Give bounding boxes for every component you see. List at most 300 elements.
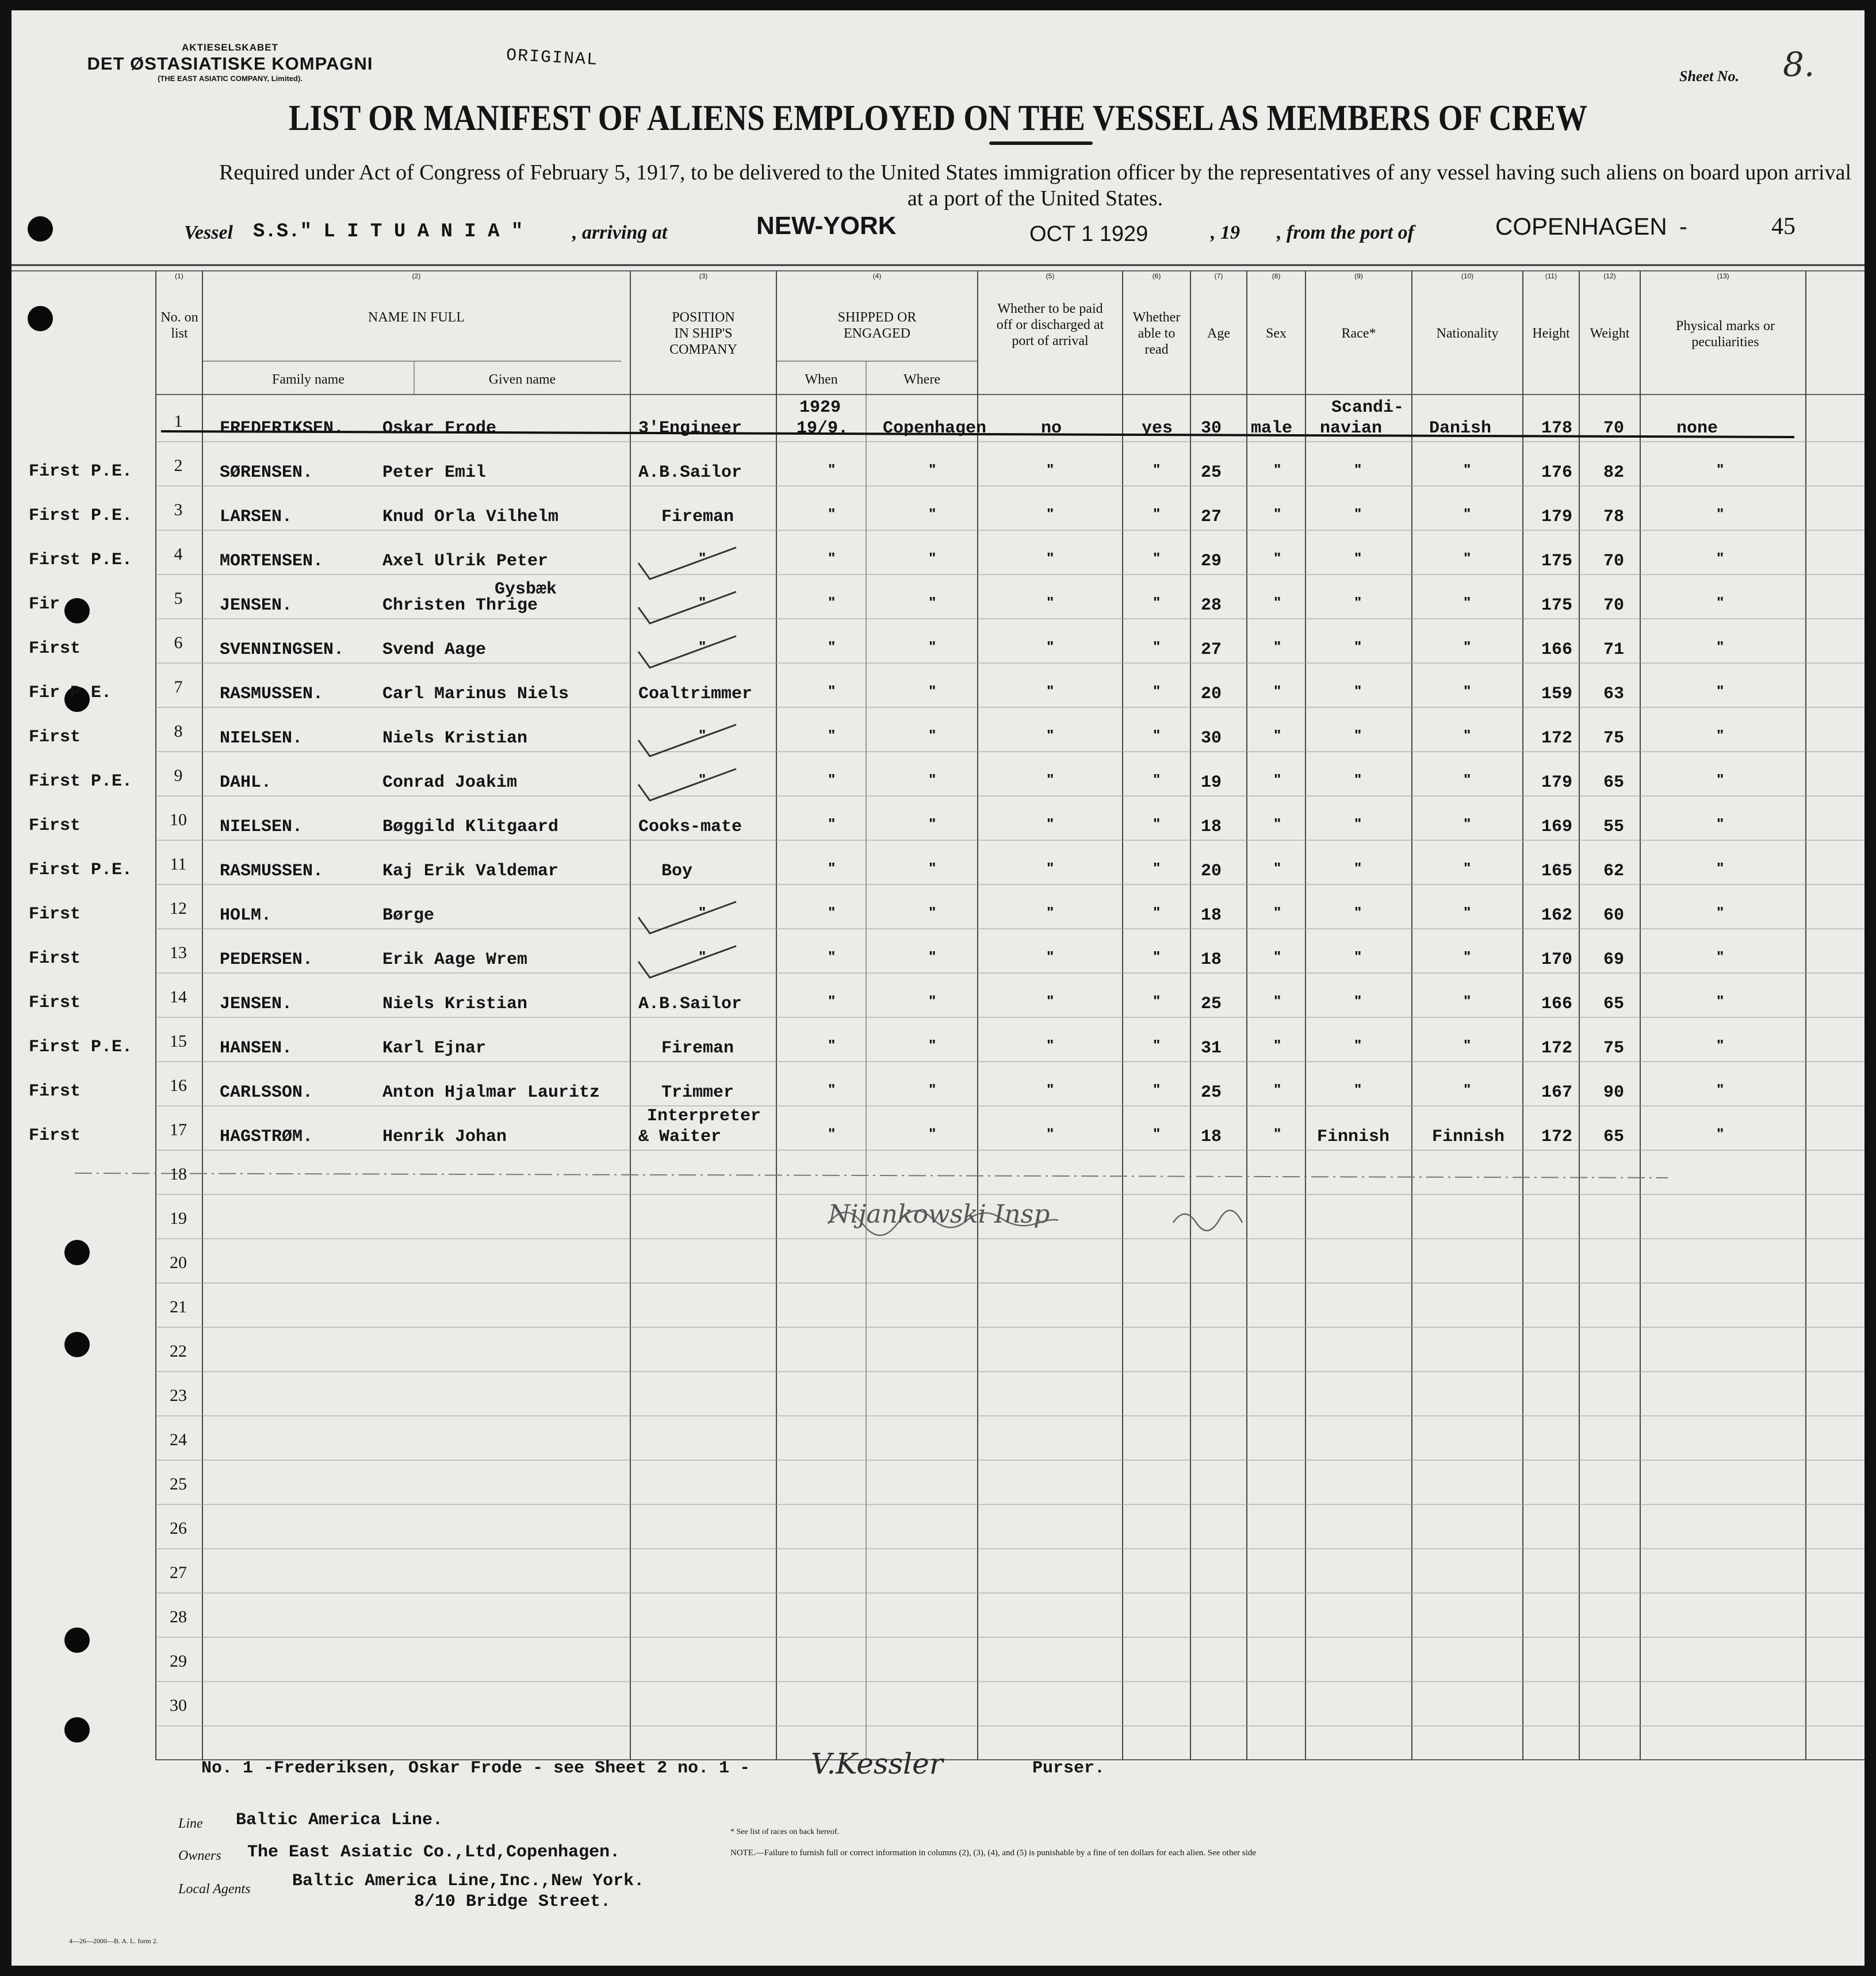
ditto-mark: " (828, 593, 836, 611)
height: 175 (1541, 596, 1573, 615)
family-name: HANSEN. (220, 1039, 293, 1058)
margin-note: First (29, 993, 81, 1013)
ditto-mark: " (1274, 1036, 1281, 1054)
row-number: 11 (170, 855, 187, 874)
header-position: POSITION IN SHIP'S COMPANY (669, 310, 737, 357)
height: 179 (1541, 773, 1573, 792)
height: 176 (1541, 463, 1573, 482)
ditto-mark: " (1717, 638, 1724, 655)
ditto-mark: " (1717, 1125, 1724, 1142)
ditto-mark: " (1153, 903, 1161, 921)
age: 27 (1201, 507, 1222, 527)
ditto-mark: " (699, 771, 706, 788)
margin-note: Fir P.E. (29, 683, 112, 703)
col-number: (10) (1461, 272, 1474, 280)
ditto-mark: " (929, 1036, 936, 1054)
ditto-mark: " (699, 726, 706, 744)
ditto-mark: " (929, 903, 936, 921)
family-name: SVENNINGSEN. (220, 640, 344, 660)
ditto-mark: " (828, 992, 836, 1009)
ditto-mark: " (1047, 815, 1054, 832)
penalty-note: NOTE.—Failure to furnish full or correct information in columns (2), (3), (4), and (5) is punishable by a fine of ten dollars for each alien. See other side (730, 1848, 1256, 1858)
footer-line-value: Baltic America Line. (236, 1810, 443, 1830)
given-name: Peter Emil (382, 463, 487, 482)
ditto-mark: " (1153, 682, 1161, 699)
weight: 65 (1603, 1127, 1625, 1147)
ditto-mark: " (929, 682, 936, 699)
ditto-mark: " (1464, 505, 1471, 522)
ditto-mark: " (1153, 1036, 1161, 1054)
document-title: LIST OR MANIFEST OF ALIENS EMPLOYED ON THE VESSEL AS MEMBERS OF CREW (288, 97, 1588, 138)
ditto-mark: " (1047, 1036, 1054, 1054)
height: 169 (1541, 817, 1573, 837)
ditto-mark: " (1717, 948, 1724, 965)
age: 18 (1201, 817, 1222, 837)
company-subtitle: (THE EAST ASIATIC COMPANY, Limited). (158, 74, 303, 83)
margin-note: First P.E. (29, 462, 133, 481)
header-where: Where (903, 372, 940, 387)
race: navian (1320, 419, 1383, 438)
header-height: Height (1532, 326, 1570, 341)
footer-agents-label: Local Agents (178, 1882, 251, 1897)
from-port-label: , from the port of (1277, 222, 1414, 243)
weight: 75 (1603, 1039, 1625, 1058)
age: 29 (1201, 552, 1222, 571)
col-number: (2) (412, 272, 421, 280)
weight: 90 (1603, 1083, 1625, 1102)
col-number: (5) (1046, 272, 1055, 280)
paid-off: no (1041, 419, 1062, 438)
row-number: 30 (170, 1696, 187, 1715)
company-prefix: AKTIESELSKABET (182, 42, 278, 53)
ditto-mark: " (1153, 638, 1161, 655)
position: 3'Engineer (638, 419, 742, 438)
ditto-mark: " (1153, 461, 1161, 478)
age: 30 (1201, 419, 1222, 438)
row-number: 13 (170, 943, 187, 962)
height: 170 (1541, 950, 1573, 970)
height: 178 (1541, 419, 1573, 438)
weight: 70 (1603, 419, 1625, 438)
ditto-mark: " (1354, 505, 1362, 522)
ditto-mark: " (1354, 815, 1362, 832)
age: 28 (1201, 596, 1222, 615)
ditto-mark: " (929, 948, 936, 965)
ditto-mark: " (828, 638, 836, 655)
page-reference: 45 (1771, 213, 1795, 240)
given-name: Anton Hjalmar Lauritz (382, 1083, 600, 1102)
sheet-number: 8. (1783, 45, 1815, 84)
ditto-mark: " (1047, 859, 1054, 876)
height: 166 (1541, 640, 1573, 660)
ditto-mark: " (1153, 771, 1161, 788)
ditto-mark: " (1717, 992, 1724, 1009)
margin-note: First P.E. (29, 860, 133, 880)
given-name: Karl Ejnar (382, 1039, 487, 1058)
ditto-mark: " (1047, 682, 1054, 699)
requirement-text: Required under Act of Congress of February 5, 1917, to be delivered to the United States immigration officer by the representatives of any vessel having such aliens on board upon arrival at a port of the United States. (219, 160, 1851, 210)
height: 162 (1541, 906, 1573, 925)
original-stamp: ORIGINAL (506, 45, 599, 71)
header-when: When (805, 372, 838, 387)
col-number: (4) (872, 272, 882, 280)
ditto-mark: " (1464, 815, 1471, 832)
family-name: SØRENSEN. (220, 463, 313, 482)
age: 20 (1201, 684, 1222, 704)
col-number: (12) (1603, 272, 1616, 280)
race-note: * See list of races on back hereof. (730, 1828, 839, 1836)
ditto-mark: " (1047, 505, 1054, 522)
weight: 71 (1603, 640, 1625, 660)
col-number: (3) (699, 272, 708, 280)
ditto-mark: " (1153, 726, 1161, 744)
row-number: 25 (170, 1475, 187, 1494)
ditto-mark: " (828, 948, 836, 965)
inspector-signature: Nijankowski Insp (828, 1200, 1050, 1229)
ditto-mark: " (1274, 726, 1281, 744)
ditto-mark: " (828, 461, 836, 478)
margin-note: First P.E. (29, 1037, 133, 1057)
ditto-mark: " (828, 1036, 836, 1054)
row-number: 6 (174, 633, 183, 652)
ditto-mark: " (1274, 682, 1281, 699)
age: 18 (1201, 1127, 1222, 1147)
ditto-mark: " (1354, 771, 1362, 788)
physical-marks: none (1676, 419, 1718, 438)
ditto-mark: " (1274, 638, 1281, 655)
family-name: JENSEN. (220, 994, 293, 1014)
position: Coaltrimmer (638, 684, 753, 704)
nationality: Danish (1429, 419, 1492, 438)
height: 166 (1541, 994, 1573, 1014)
race: Finnish (1317, 1127, 1390, 1147)
family-name: HAGSTRØM. (220, 1127, 313, 1147)
dash: - (1679, 213, 1687, 240)
ditto-mark: " (1274, 1081, 1281, 1098)
weight: 65 (1603, 994, 1625, 1014)
ditto-mark: " (1153, 593, 1161, 611)
header-race: Race* (1341, 326, 1376, 341)
departure-port: COPENHAGEN (1495, 213, 1667, 240)
header-family-name: Family name (272, 372, 344, 387)
footer-agents-value: Baltic America Line,Inc.,New York. (292, 1871, 645, 1891)
ditto-mark: " (929, 505, 936, 522)
ditto-mark: " (828, 726, 836, 744)
row-number: 19 (170, 1209, 187, 1228)
family-name: PEDERSEN. (220, 950, 313, 970)
col-number: (13) (1717, 272, 1729, 280)
margin-note: Fir (29, 595, 60, 614)
header-able-to-read: Whether able to read (1132, 310, 1181, 357)
ditto-mark: " (1047, 948, 1054, 965)
age: 25 (1201, 1083, 1222, 1102)
ditto-mark: " (699, 903, 706, 921)
ditto-mark: " (828, 771, 836, 788)
margin-note: First (29, 727, 81, 747)
given-name: Børge (382, 906, 435, 925)
ditto-mark: " (1464, 771, 1471, 788)
row-number: 15 (170, 1032, 187, 1051)
ditto-mark: " (1274, 1125, 1281, 1142)
height: 165 (1541, 861, 1573, 881)
ditto-mark: " (1717, 815, 1724, 832)
row-number: 27 (170, 1563, 187, 1582)
position: & Waiter (638, 1127, 722, 1147)
age: 18 (1201, 906, 1222, 925)
position: Boy (661, 861, 693, 881)
ditto-mark: " (1354, 948, 1362, 965)
ditto-mark: " (828, 549, 836, 566)
header-sex: Sex (1266, 326, 1287, 341)
given-name: Oskar Frode (382, 419, 497, 438)
height: 175 (1541, 552, 1573, 571)
row-number: 16 (170, 1076, 187, 1095)
ditto-mark: " (1153, 505, 1161, 522)
row-number: 18 (170, 1165, 187, 1184)
family-name: FREDERIKSEN. (220, 419, 344, 438)
height: 167 (1541, 1083, 1573, 1102)
given-name: Niels Kristian (382, 729, 528, 748)
ditto-mark: " (1153, 992, 1161, 1009)
ditto-mark: " (828, 682, 836, 699)
ditto-mark: " (1354, 1081, 1362, 1098)
weight: 63 (1603, 684, 1625, 704)
ditto-mark: " (1153, 948, 1161, 965)
col-number: (11) (1545, 272, 1557, 280)
ditto-mark: " (1354, 549, 1362, 566)
weight: 82 (1603, 463, 1625, 482)
row-number: 1 (174, 412, 183, 431)
ditto-mark: " (1274, 815, 1281, 832)
ditto-mark: " (1153, 859, 1161, 876)
ditto-mark: " (929, 1081, 936, 1098)
header-no-on-list: No. on list (160, 310, 198, 341)
given-name: Bøggild Klitgaard (382, 817, 559, 837)
row-number: 24 (170, 1430, 187, 1449)
weight: 70 (1603, 596, 1625, 615)
ditto-mark: " (1274, 992, 1281, 1009)
ditto-mark: " (1717, 859, 1724, 876)
ditto-mark: " (1717, 549, 1724, 566)
ditto-mark: " (828, 1125, 836, 1142)
weight: 65 (1603, 773, 1625, 792)
ditto-mark: " (1354, 992, 1362, 1009)
given-name: Kaj Erik Valdemar (382, 861, 559, 881)
ditto-mark: " (1274, 771, 1281, 788)
ditto-mark: " (1274, 903, 1281, 921)
ditto-mark: " (1464, 1036, 1471, 1054)
race-line1: Scandi- (1331, 398, 1404, 418)
ditto-mark: " (1274, 859, 1281, 876)
date-stamp: OCT 1 1929 (1029, 222, 1148, 246)
ditto-mark: " (929, 859, 936, 876)
ditto-mark: " (929, 992, 936, 1009)
nationality: Finnish (1432, 1127, 1505, 1147)
height: 172 (1541, 729, 1573, 748)
arriving-label: , arriving at (572, 222, 668, 243)
margin-note: First P.E. (29, 550, 133, 570)
ditto-mark: " (828, 903, 836, 921)
ditto-mark: " (929, 549, 936, 566)
ditto-mark: " (1717, 505, 1724, 522)
col-number: (9) (1354, 272, 1363, 280)
weight: 75 (1603, 729, 1625, 748)
ditto-mark: " (1047, 549, 1054, 566)
weight: 70 (1603, 552, 1625, 571)
ditto-mark: " (1274, 549, 1281, 566)
row-number: 17 (170, 1120, 187, 1139)
margin-note: First (29, 905, 81, 924)
given-name: Knud Orla Vilhelm (382, 507, 559, 527)
footer-owners-label: Owners (178, 1848, 221, 1863)
position: A.B.Sailor (638, 994, 742, 1014)
weight: 60 (1603, 906, 1625, 925)
ditto-mark: " (1274, 505, 1281, 522)
ditto-mark: " (1464, 593, 1471, 611)
when-year: 1929 (799, 398, 841, 418)
row-number: 23 (170, 1386, 187, 1405)
margin-note: First (29, 639, 81, 658)
age: 30 (1201, 729, 1222, 748)
position-line1: Interpreter (647, 1106, 761, 1126)
ditto-mark: " (1274, 461, 1281, 478)
ditto-mark: " (1354, 461, 1362, 478)
ditto-mark: " (1047, 771, 1054, 788)
age: 25 (1201, 994, 1222, 1014)
family-name: NIELSEN. (220, 729, 303, 748)
position: Fireman (661, 507, 734, 527)
position: A.B.Sailor (638, 463, 742, 482)
ditto-mark: " (929, 638, 936, 655)
arrival-port: NEW-YORK (756, 212, 897, 240)
ditto-mark: " (1047, 1081, 1054, 1098)
header-name-in-full: NAME IN FULL (368, 310, 465, 325)
purser-signature: V.Kessler (811, 1747, 943, 1780)
ditto-mark: " (1047, 903, 1054, 921)
footer-agents-address: 8/10 Bridge Street. (414, 1892, 611, 1912)
given-name: Henrik Johan (382, 1127, 507, 1147)
height: 172 (1541, 1127, 1573, 1147)
family-name: CARLSSON. (220, 1083, 313, 1102)
row-number: 14 (170, 987, 187, 1006)
ditto-mark: " (828, 815, 836, 832)
row-number: 7 (174, 677, 183, 696)
weight: 62 (1603, 861, 1625, 881)
vessel-name: S.S." L I T U A N I A " (253, 221, 523, 243)
ditto-mark: " (1354, 903, 1362, 921)
col-number: (1) (175, 272, 183, 280)
ditto-mark: " (1354, 726, 1362, 744)
ditto-mark: " (1717, 1081, 1724, 1098)
ditto-mark: " (699, 638, 706, 655)
row-number: 20 (170, 1253, 187, 1272)
ditto-mark: " (1047, 638, 1054, 655)
ditto-mark: " (1717, 1036, 1724, 1054)
ditto-mark: " (1153, 1125, 1161, 1142)
given-name: Erik Aage Wrem (382, 950, 528, 970)
margin-note: First (29, 1126, 81, 1146)
family-name: HOLM. (220, 906, 272, 925)
family-name: RASMUSSEN. (220, 861, 324, 881)
age: 31 (1201, 1039, 1222, 1058)
col-number: (6) (1152, 272, 1161, 280)
ditto-mark: " (1274, 948, 1281, 965)
ditto-mark: " (699, 948, 706, 965)
ditto-mark: " (1047, 461, 1054, 478)
height: 172 (1541, 1039, 1573, 1058)
age: 25 (1201, 463, 1222, 482)
margin-note: First P.E. (29, 506, 133, 526)
margin-note: First P.E. (29, 772, 133, 791)
position: Trimmer (661, 1083, 734, 1102)
ditto-mark: " (1464, 992, 1471, 1009)
family-name: MORTENSEN. (220, 552, 324, 571)
margin-note: First (29, 1082, 81, 1101)
ditto-mark: " (1047, 1125, 1054, 1142)
row-number: 28 (170, 1607, 187, 1626)
footer-owners-value: The East Asiatic Co.,Ltd,Copenhagen. (247, 1843, 621, 1862)
ditto-mark: " (1047, 726, 1054, 744)
ditto-mark: " (699, 549, 706, 566)
note-line: No. 1 -Frederiksen, Oskar Frode - see Sheet 2 no. 1 - (201, 1759, 751, 1778)
table-grid (12, 10, 1864, 1966)
col-number: (8) (1272, 272, 1281, 280)
purser-label: Purser. (1032, 1759, 1105, 1778)
ditto-mark: " (1464, 903, 1471, 921)
ditto-mark: " (699, 593, 706, 611)
header-paid-off: Whether to be paid off or discharged at port of arrival (996, 301, 1104, 349)
row-number: 26 (170, 1519, 187, 1538)
given-name: Conrad Joakim (382, 773, 518, 792)
ditto-mark: " (929, 1125, 936, 1142)
row-number: 12 (170, 899, 187, 918)
header-weight: Weight (1590, 326, 1630, 341)
age: 27 (1201, 640, 1222, 660)
row-number: 3 (174, 500, 183, 519)
weight: 55 (1603, 817, 1625, 837)
form-number: 4—26—2000—B. A. L. form 2. (69, 1937, 158, 1945)
position: Cooks-mate (638, 817, 742, 837)
ditto-mark: " (929, 726, 936, 744)
ditto-mark: " (1354, 638, 1362, 655)
row-number: 4 (174, 545, 183, 564)
ditto-mark: " (1464, 726, 1471, 744)
ditto-mark: " (929, 771, 936, 788)
ditto-mark: " (1354, 593, 1362, 611)
header-given-name: Given name (488, 372, 556, 387)
row-number: 8 (174, 722, 183, 741)
ditto-mark: " (828, 505, 836, 522)
header-age: Age (1207, 326, 1230, 341)
header-physical-marks: Physical marks or peculiarities (1676, 319, 1775, 350)
ditto-mark: " (1354, 682, 1362, 699)
header-nationality: Nationality (1436, 326, 1499, 341)
row-number: 9 (174, 766, 183, 785)
family-name: DAHL. (220, 773, 272, 792)
given-name: Christen Thrige (382, 596, 538, 615)
given-name: Axel Ulrik Peter (382, 552, 549, 571)
row-number: 2 (174, 456, 183, 475)
family-name: NIELSEN. (220, 817, 303, 837)
given-name: Svend Aage (382, 640, 487, 660)
given-name: Carl Marinus Niels (382, 684, 569, 704)
ditto-mark: " (929, 461, 936, 478)
ditto-mark: " (1464, 1081, 1471, 1098)
ditto-mark: " (1717, 461, 1724, 478)
sex: male (1251, 419, 1293, 438)
position: Fireman (661, 1039, 734, 1058)
weight: 69 (1603, 950, 1625, 970)
